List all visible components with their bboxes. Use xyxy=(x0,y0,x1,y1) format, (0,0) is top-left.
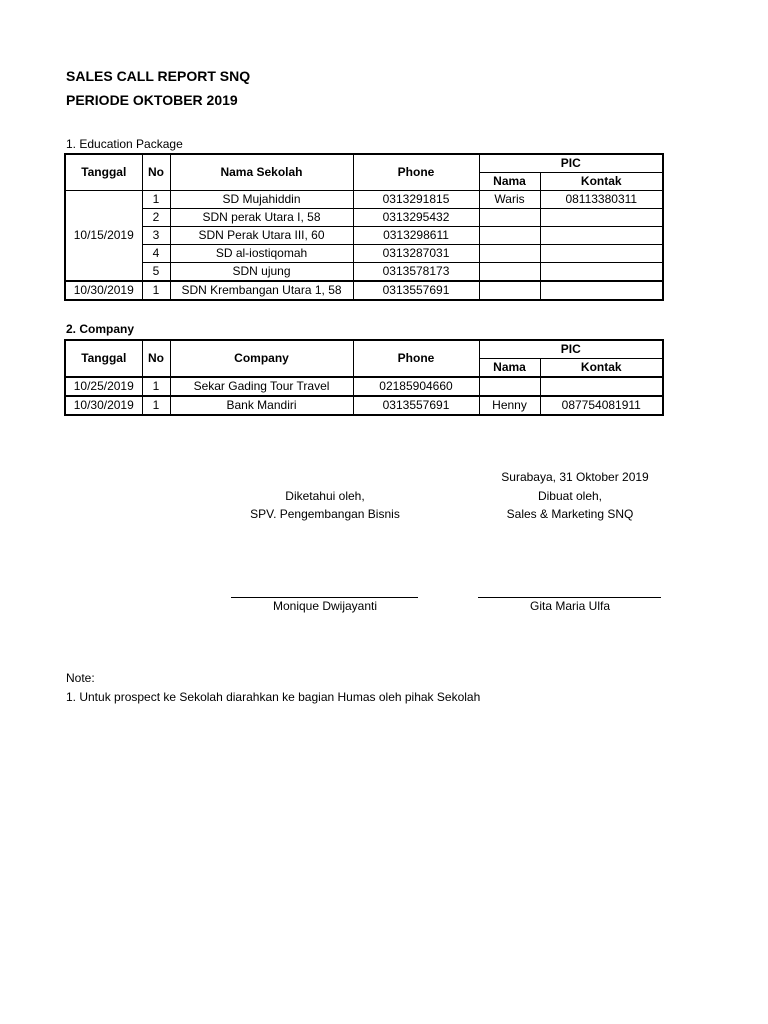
left-signature-name: Monique Dwijayanti xyxy=(272,599,378,613)
table-row xyxy=(65,191,663,209)
row-no: 3 xyxy=(142,227,170,245)
education-table xyxy=(64,153,664,301)
col-header-pic-nama: Nama xyxy=(479,173,540,191)
company-section-title: 2. Company xyxy=(66,322,135,336)
row-pic-kontak xyxy=(540,281,663,300)
row-date: 10/30/2019 xyxy=(65,396,142,415)
row-phone: 0313557691 xyxy=(353,281,479,300)
row-pic-kontak: 087754081911 xyxy=(540,396,663,415)
row-pic-nama: Henny xyxy=(479,396,540,415)
left-signature-label: Diketahui oleh, xyxy=(285,489,365,503)
place-date: Surabaya, 31 Oktober 2019 xyxy=(501,470,649,484)
row-no: 1 xyxy=(142,396,170,415)
row-company-name: Bank Mandiri xyxy=(170,396,353,415)
row-phone: 0313291815 xyxy=(353,191,479,209)
row-pic-kontak xyxy=(540,227,663,245)
row-no: 5 xyxy=(142,263,170,282)
row-date: 10/25/2019 xyxy=(65,377,142,396)
row-phone: 0313287031 xyxy=(353,245,479,263)
row-school-name: SD Mujahiddin xyxy=(170,191,353,209)
row-no: 1 xyxy=(142,281,170,300)
col-header-pic: PIC xyxy=(479,340,663,359)
row-pic-nama xyxy=(479,227,540,245)
company-table xyxy=(64,339,664,416)
row-company-name: Sekar Gading Tour Travel xyxy=(170,377,353,396)
row-no: 1 xyxy=(142,377,170,396)
table-row xyxy=(65,263,663,282)
table-row xyxy=(65,245,663,263)
col-header-phone: Phone xyxy=(353,154,479,191)
table-row xyxy=(65,281,663,300)
left-signature-line xyxy=(231,597,418,598)
education-section-title: 1. Education Package xyxy=(66,137,183,151)
row-pic-nama xyxy=(479,281,540,300)
col-header-nama-sekolah: Nama Sekolah xyxy=(170,154,353,191)
col-header-no: No xyxy=(142,154,170,191)
note-line-1: 1. Untuk prospect ke Sekolah diarahkan ke bagian Humas oleh pihak Sekolah xyxy=(66,690,481,704)
col-header-tanggal: Tanggal xyxy=(65,154,142,191)
group-date: 10/15/2019 xyxy=(65,191,142,282)
row-pic-kontak xyxy=(540,377,663,396)
right-signature-role: Sales & Marketing SNQ xyxy=(506,507,634,521)
row-no: 1 xyxy=(142,191,170,209)
col-header-tanggal: Tanggal xyxy=(65,340,142,377)
row-pic-nama xyxy=(479,245,540,263)
row-pic-kontak xyxy=(540,263,663,282)
right-signature-label: Dibuat oleh, xyxy=(537,489,603,503)
row-phone: 0313557691 xyxy=(353,396,479,415)
row-school-name: SDN ujung xyxy=(170,263,353,282)
row-date: 10/30/2019 xyxy=(65,281,142,300)
right-signature-name: Gita Maria Ulfa xyxy=(529,599,611,613)
left-signature-role: SPV. Pengembangan Bisnis xyxy=(250,507,400,521)
table-row xyxy=(65,377,663,396)
col-header-no: No xyxy=(142,340,170,377)
col-header-company: Company xyxy=(170,340,353,377)
table-row xyxy=(65,209,663,227)
row-pic-nama xyxy=(479,209,540,227)
table-row xyxy=(65,227,663,245)
report-period: PERIODE OKTOBER 2019 xyxy=(66,92,238,108)
row-pic-kontak: 08113380311 xyxy=(540,191,663,209)
table-row xyxy=(65,396,663,415)
col-header-pic-kontak: Kontak xyxy=(540,173,663,191)
row-school-name: SDN Perak Utara III, 60 xyxy=(170,227,353,245)
row-school-name: SDN perak Utara I, 58 xyxy=(170,209,353,227)
row-pic-nama xyxy=(479,263,540,282)
row-phone: 0313298611 xyxy=(353,227,479,245)
row-pic-kontak xyxy=(540,209,663,227)
right-signature-line xyxy=(478,597,661,598)
row-no: 4 xyxy=(142,245,170,263)
note-title: Note: xyxy=(66,671,95,685)
row-no: 2 xyxy=(142,209,170,227)
col-header-pic-nama: Nama xyxy=(479,359,540,378)
row-pic-kontak xyxy=(540,245,663,263)
row-pic-nama xyxy=(479,377,540,396)
report-title: SALES CALL REPORT SNQ xyxy=(66,68,251,84)
row-phone: 0313578173 xyxy=(353,263,479,282)
col-header-phone: Phone xyxy=(353,340,479,377)
col-header-pic: PIC xyxy=(479,154,663,173)
row-phone: 02185904660 xyxy=(353,377,479,396)
row-school-name: SD al-iostiqomah xyxy=(170,245,353,263)
row-school-name: SDN Krembangan Utara 1, 58 xyxy=(170,281,353,300)
row-pic-nama: Waris xyxy=(479,191,540,209)
row-phone: 0313295432 xyxy=(353,209,479,227)
col-header-pic-kontak: Kontak xyxy=(540,359,663,378)
